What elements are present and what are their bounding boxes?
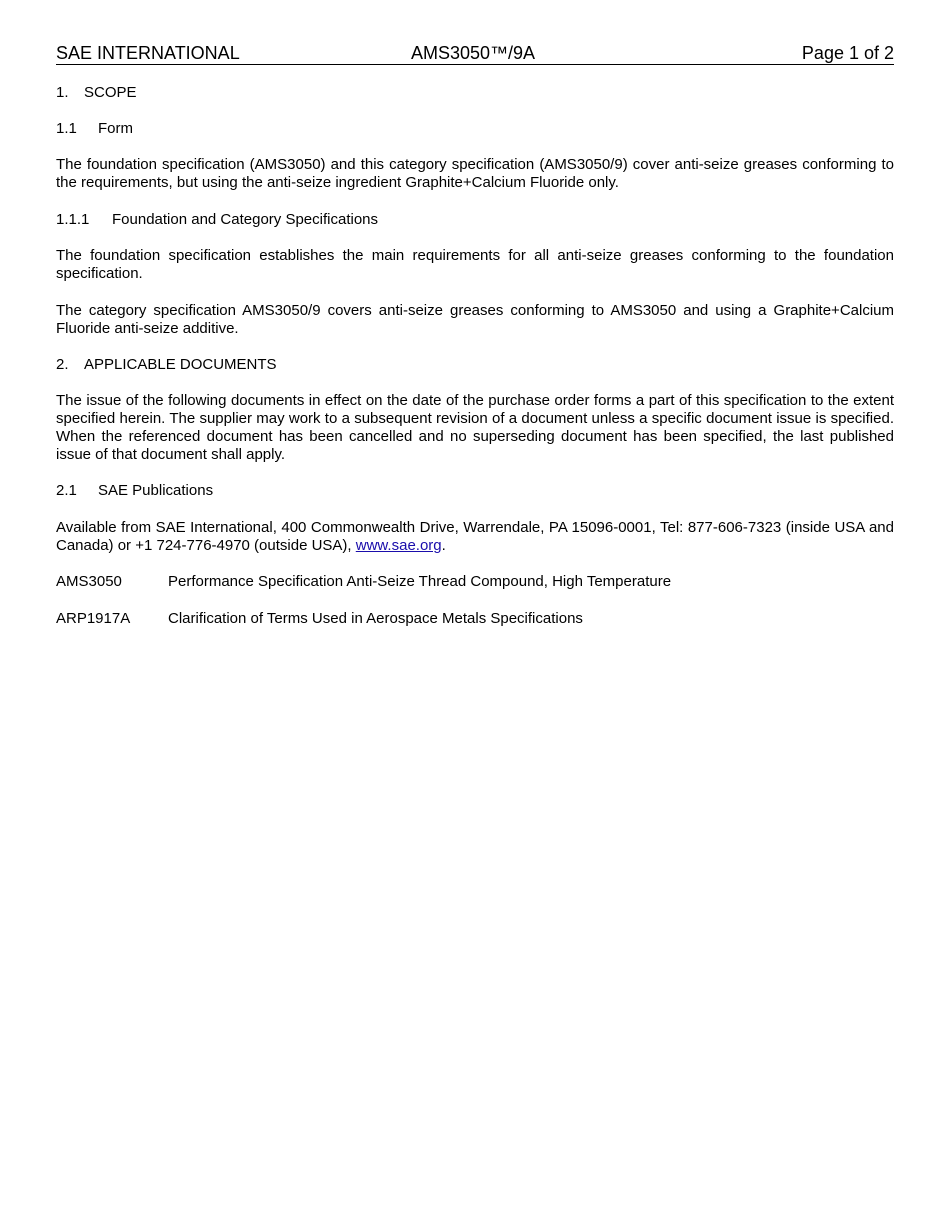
section-2-heading [56,356,894,374]
paragraph-sae-availability [56,519,894,555]
section-number: 2.1 [56,482,77,499]
section-1-1-1-heading [56,211,894,229]
reference-title: Clarification of Terms Used in Aerospace Metals Specifications [168,610,583,627]
section-1-heading [56,84,894,102]
reference-code: AMS3050 [56,573,122,590]
reference-code: ARP1917A [56,610,131,627]
paragraph-category: The category specification AMS3050/9 covers anti-seize greases conforming to AMS3050 and using a Graphite+Calcium Fluoride anti-seize additive. [56,302,894,337]
header-page-number: Page 1 of 2 [801,43,894,63]
paragraph-form: The foundation specification (AMS3050) and this category specification (AMS3050/9) cover anti-seize greases conforming to the requirements, but using the anti-seize ingredient Graphite+Calcium Fluoride only. [56,156,894,191]
paragraph-foundation: The foundation specification establishes the main requirements for all anti-seize greases conforming to the foundation specification. [56,247,894,282]
sae-website-link[interactable]: www.sae.org [355,537,442,554]
section-number: 2. [56,356,69,373]
section-number: 1.1.1 [56,211,90,228]
section-title: SCOPE [84,84,137,101]
section-title: Foundation and Category Specifications [112,211,379,228]
section-title: SAE Publications [98,482,214,499]
section-title: APPLICABLE DOCUMENTS [84,356,277,373]
availability-end: . [441,537,446,554]
section-title: Form [98,120,133,137]
availability-text: Available from SAE International, 400 Commonwealth Drive, Warrendale, PA 15096-0001, Tel: 877-606-7323 (inside USA and Canada) or +1 724-776-4970 (outside USA), [56,519,894,554]
header-organization: SAE INTERNATIONAL [56,43,240,63]
section-1-1-heading [56,120,894,138]
page-header [56,43,894,65]
header-document-id: AMS3050™/9A [411,43,536,63]
reference-title: Performance Specification Anti-Seize Thread Compound, High Temperature [168,573,672,590]
section-2-1-heading [56,482,894,500]
section-number: 1.1 [56,120,77,137]
paragraph-applicable-documents: The issue of the following documents in effect on the date of the purchase order forms a part of this specification to the extent specified herein. The supplier may work to a subsequent revision of a document unless a specific document issue is specified. When the referenced document has been cancelled and no superseding document has been specified, the last published issue of that document shall apply. [56,392,894,463]
reference-row [56,573,894,591]
section-number: 1. [56,84,69,101]
reference-row [56,610,894,628]
